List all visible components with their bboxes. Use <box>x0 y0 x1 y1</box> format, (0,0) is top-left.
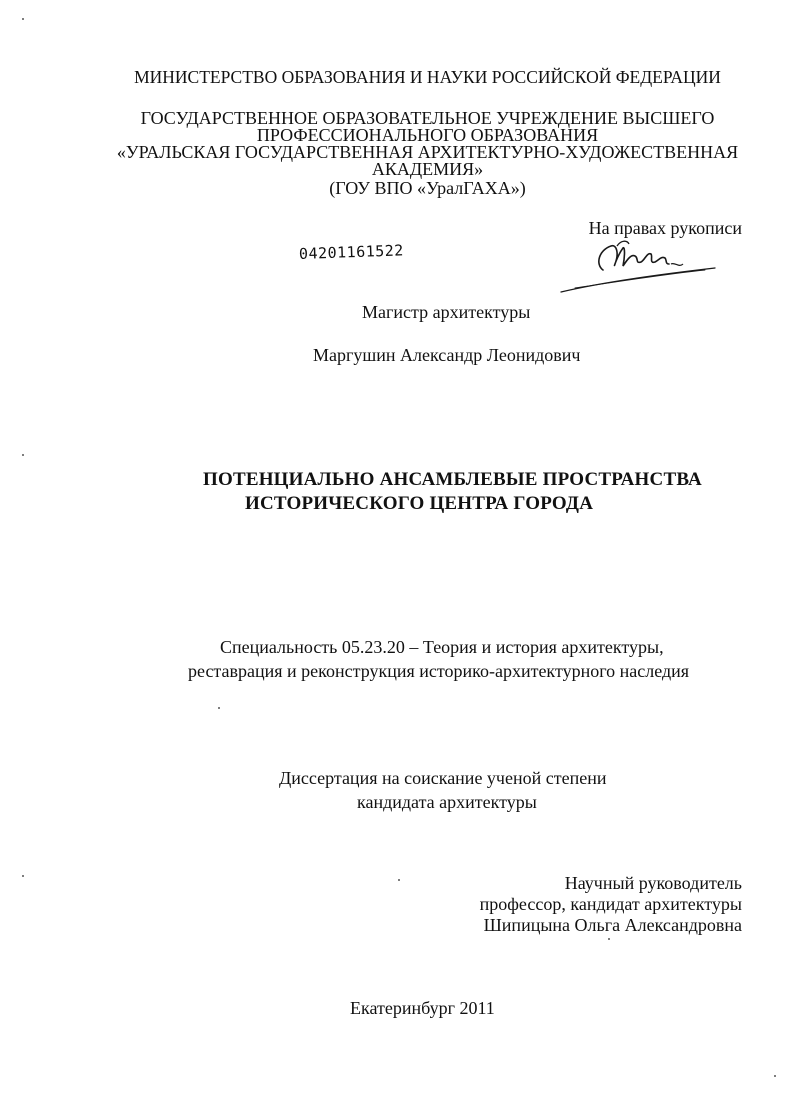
ministry-heading: МИНИСТЕРСТВО ОБРАЗОВАНИЯ И НАУКИ РОССИЙСКОЙ ФЕДЕРАЦИИ <box>134 67 721 87</box>
institution-abbreviation: (ГОУ ВПО «УралГАХА») <box>329 178 526 198</box>
institution-line: ГОСУДАРСТВЕННОЕ ОБРАЗОВАТЕЛЬНОЕ УЧРЕЖДЕНИЕ ВЫСШЕГО <box>140 108 715 128</box>
scan-speck <box>398 879 400 881</box>
dissertation-purpose: Диссертация на соискание ученой степени <box>279 768 607 788</box>
dissertation-title: ИСТОРИЧЕСКОГО ЦЕНТРА ГОРОДА <box>245 493 594 514</box>
scan-speck <box>22 454 24 456</box>
scan-speck <box>22 18 24 20</box>
specialty-line: Специальность 05.23.20 – Теория и история архитектуры, <box>220 637 664 657</box>
scan-speck <box>774 1075 776 1077</box>
institution-line: ПРОФЕССИОНАЛЬНОГО ОБРАЗОВАНИЯ <box>256 125 599 145</box>
author-name: Маргушин Александр Леонидович <box>313 345 581 365</box>
degree-label: Магистр архитектуры <box>362 302 531 322</box>
scan-speck <box>218 707 220 709</box>
document-code: 04201161522 <box>298 241 405 263</box>
supervisor-title: профессор, кандидат архитектуры <box>479 894 742 914</box>
handwritten-signature <box>555 234 725 296</box>
institution-line: АКАДЕМИЯ» <box>371 159 484 179</box>
city-year: Екатеринбург 2011 <box>350 998 495 1018</box>
scan-speck <box>608 938 610 940</box>
scan-speck <box>22 875 24 877</box>
manuscript-note: На правах рукописи <box>588 218 742 238</box>
institution-line: «УРАЛЬСКАЯ ГОСУДАРСТВЕННАЯ АРХИТЕКТУРНО-ХУДОЖЕСТВЕННАЯ <box>116 142 739 162</box>
dissertation-title: ПОТЕНЦИАЛЬНО АНСАМБЛЕВЫЕ ПРОСТРАНСТВА <box>203 469 702 490</box>
supervisor-role: Научный руководитель <box>564 873 742 893</box>
specialty-line: реставрация и реконструкция историко-архитектурного наследия <box>188 661 690 681</box>
supervisor-name: Шипицына Ольга Александровна <box>483 915 742 935</box>
dissertation-purpose: кандидата архитектуры <box>357 792 537 812</box>
